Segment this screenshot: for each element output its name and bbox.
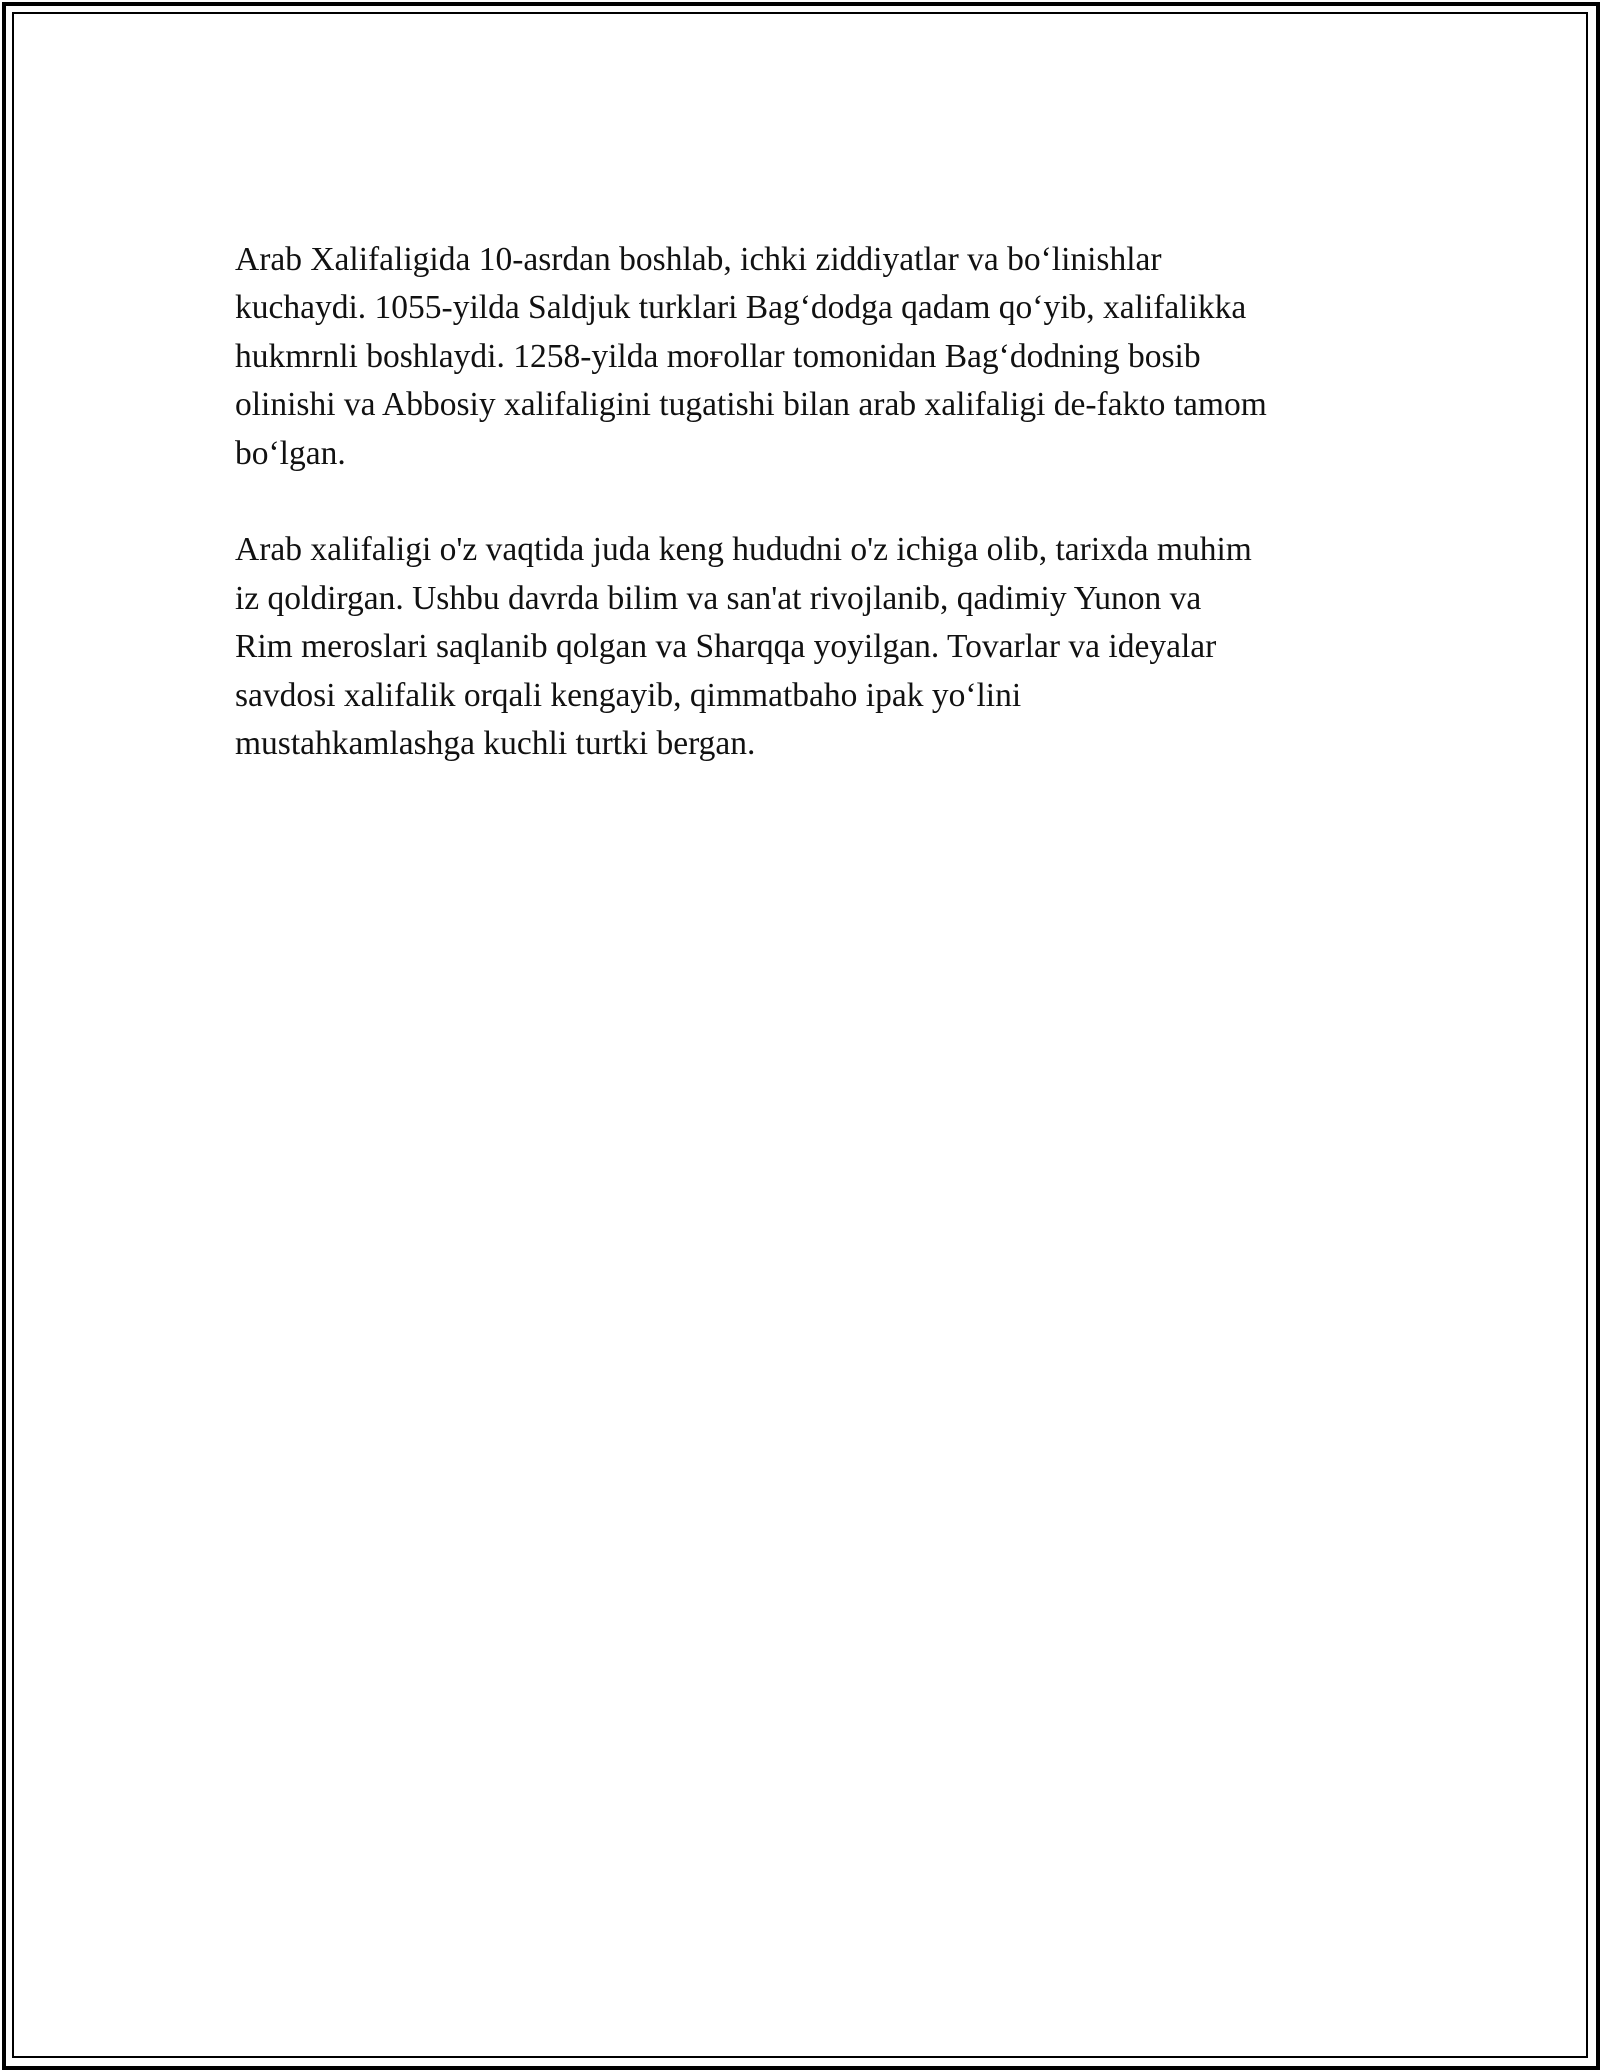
document-body (235, 236, 1385, 817)
paragraph-2: Arab xalifaligi o'z vaqtida juda keng hududni o'z ichiga olib, tarixda muhim iz qoldirgan. Ushbu davrda bilim va san'at rivojlanib, qadimiy Yunon va Rim meroslari saqlanib qolgan va Sharqqa yoyilgan. Tovarlar va ideyalar savdosi xalifalik orqali kengayib, qimmatbaho ipak yo‘lini mustahkamlashga kuchli turtki bergan. (235, 531, 1252, 763)
paragraph-1: Arab Xalifaligida 10-asrdan boshlab, ichki ziddiyatlar va bo‘linishlar kuchaydi. 1055-yilda Saldjuk turklari Bag‘dodga qadam qo‘yib, xalifalikka hukmrnli boshlaydi. 1258-yilda moғollar tomonidan Bag‘dodning bosib olinishi va Abbosiy xalifaligini tugatishi bilan arab xalifaligi de-fakto tamom bo‘lgan. (235, 241, 1267, 472)
